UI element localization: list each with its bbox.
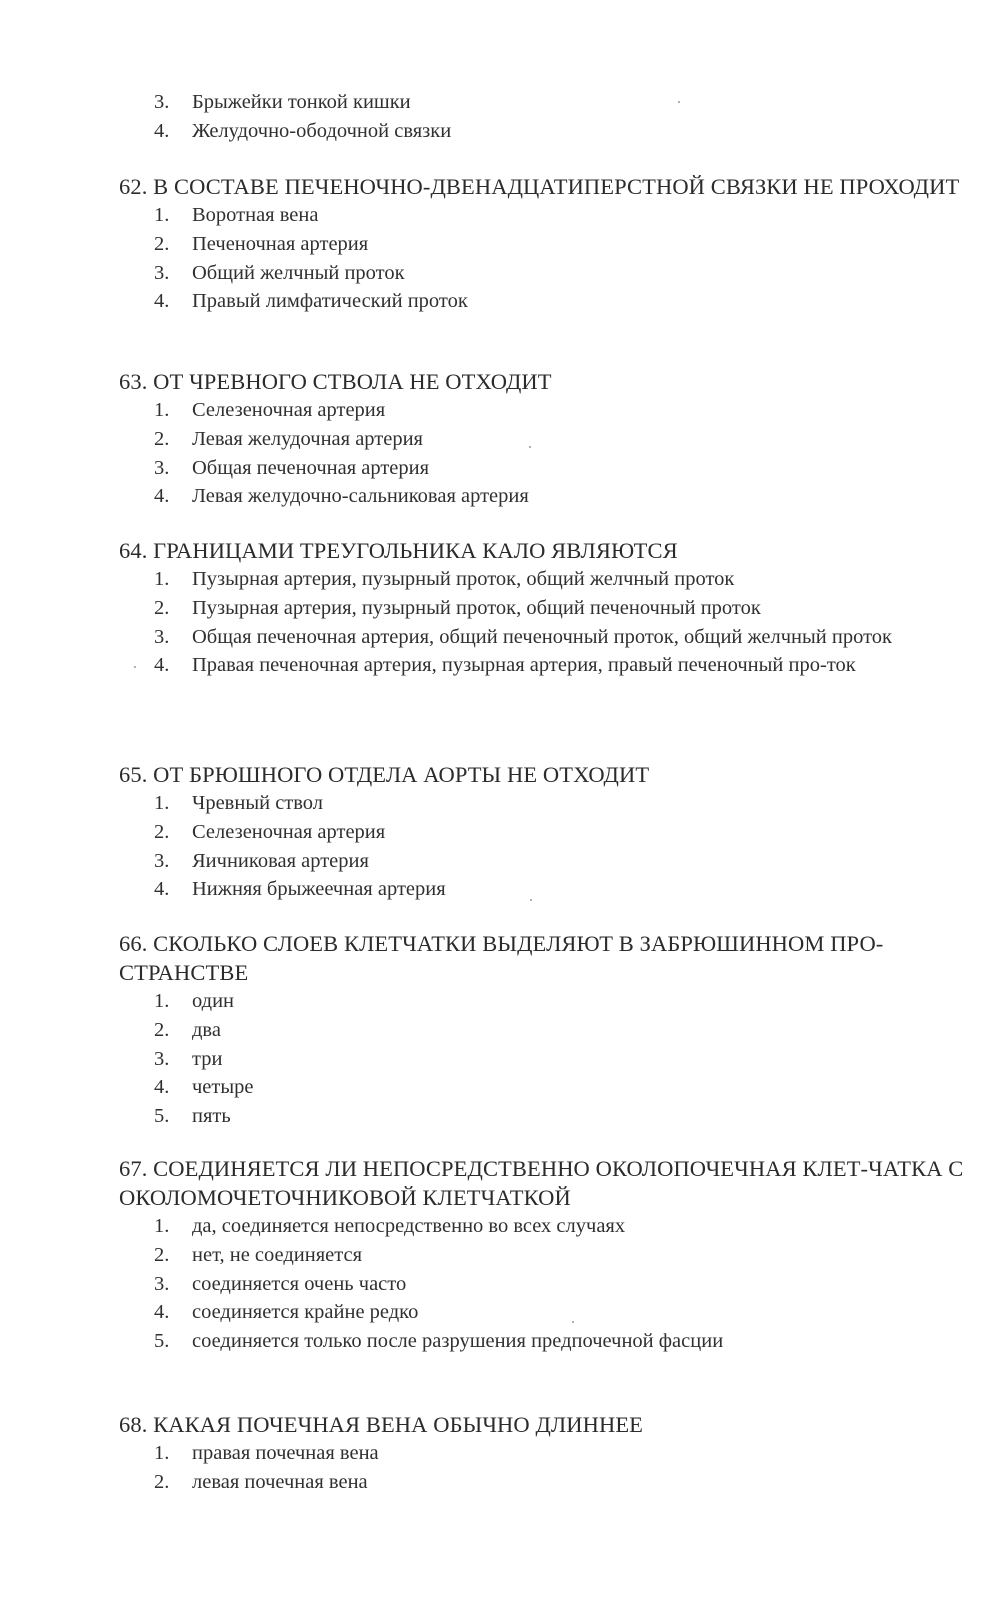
- scan-speck: [530, 899, 532, 901]
- question-67: [0, 1154, 995, 1356]
- option-number: 2.: [154, 1243, 170, 1266]
- question-64: [0, 536, 995, 680]
- option-number: 1.: [154, 204, 170, 226]
- option-text: нет, не соединяется: [192, 1243, 362, 1266]
- question-68: [0, 1410, 995, 1497]
- option-text: соединяется только после разрушения предпочечной фасции: [192, 1330, 724, 1353]
- option-list: [0, 1439, 995, 1497]
- option-number: 1.: [154, 399, 170, 421]
- option-number: 2.: [154, 1018, 170, 1041]
- option-item: [0, 230, 972, 259]
- scan-speck: [529, 446, 531, 448]
- scan-speck: [678, 101, 680, 103]
- option-text: четыре: [192, 1076, 254, 1099]
- question-title: 67. СОЕДИНЯЕТСЯ ЛИ НЕПОСРЕДСТВЕННО ОКОЛОПОЧЕЧНАЯ КЛЕТ-ЧАТКА С ОКОЛОМОЧЕТОЧНИКОВОЙ КЛЕТЧАТКОЙ: [119, 1156, 964, 1210]
- option-number: 4.: [154, 290, 170, 313]
- question-title: 64. ГРАНИЦАМИ ТРЕУГОЛЬНИКА КАЛО ЯВЛЯЮТСЯ: [119, 538, 678, 563]
- scan-speck: [572, 1321, 574, 1323]
- option-text: Селезеночная артерия: [192, 399, 386, 421]
- option-text: Правый лимфатический проток: [192, 290, 468, 313]
- option-item: [0, 1045, 972, 1074]
- option-item: [0, 482, 972, 511]
- option-text: Общая печеночная артерия, общий печеночный проток, общий желчный проток: [192, 625, 892, 648]
- option-item: [0, 1298, 972, 1327]
- option-text: три: [192, 1047, 223, 1070]
- question-title: 62. В СОСТАВЕ ПЕЧЕНОЧНО-ДВЕНАДЦАТИПЕРСТНОЙ СВЯЗКИ НЕ ПРОХОДИТ: [119, 174, 960, 199]
- option-number: 3.: [154, 91, 170, 113]
- option-item: [0, 987, 972, 1016]
- option-number: 4.: [154, 485, 170, 508]
- option-number: 2.: [154, 232, 170, 255]
- option-number: 5.: [154, 1105, 170, 1128]
- option-text: Общая печеночная артерия: [192, 456, 430, 479]
- option-item: [0, 1270, 972, 1299]
- question-title: 66. СКОЛЬКО СЛОЕВ КЛЕТЧАТКИ ВЫДЕЛЯЮТ В ЗАБРЮШИННОМ ПРО-СТРАНСТВЕ: [119, 931, 884, 985]
- option-item: [0, 201, 972, 230]
- option-item: [0, 1212, 972, 1241]
- option-number: 1.: [154, 792, 170, 814]
- option-text: Левая желудочная артерия: [192, 427, 423, 450]
- question-title: 65. ОТ БРЮШНОГО ОТДЕЛА АОРТЫ НЕ ОТХОДИТ: [119, 762, 650, 787]
- option-text: соединяется очень часто: [192, 1272, 407, 1295]
- option-number: 3.: [154, 625, 170, 648]
- option-list: [0, 789, 995, 904]
- option-number: 4.: [154, 654, 170, 677]
- option-item: [0, 1327, 972, 1356]
- option-text: Пузырная артерия, пузырный проток, общий печеночный проток: [192, 596, 761, 619]
- option-text: Левая желудочно-сальниковая артерия: [192, 485, 529, 508]
- option-text: соединяется крайне редко: [192, 1301, 419, 1324]
- option-item: [0, 875, 972, 904]
- option-text: левая почечная вена: [192, 1470, 368, 1493]
- question-65: [0, 760, 995, 904]
- question-66: [0, 929, 995, 1131]
- option-text: Нижняя брыжеечная артерия: [192, 878, 446, 901]
- scan-speck: [134, 666, 136, 668]
- option-number: 5.: [154, 1330, 170, 1353]
- option-text: Чревный ствол: [192, 792, 323, 814]
- option-number: 2.: [154, 1470, 170, 1493]
- question-63: [0, 367, 995, 511]
- option-item: [0, 88, 972, 117]
- option-item: [0, 117, 972, 146]
- option-text: Брыжейки тонкой кишки: [192, 91, 411, 113]
- option-text: один: [192, 990, 235, 1012]
- option-text: пять: [192, 1105, 231, 1128]
- option-text: Воротная вена: [192, 204, 319, 226]
- option-item: [0, 425, 972, 454]
- option-item: [0, 651, 972, 680]
- option-number: 2.: [154, 427, 170, 450]
- option-item: [0, 287, 972, 316]
- option-text: Правая печеночная артерия, пузырная артерия, правый печеночный про-ток: [192, 654, 856, 677]
- option-number: 1.: [154, 990, 170, 1012]
- option-list: [0, 396, 995, 511]
- question-61-continuation: [0, 88, 995, 146]
- option-list: [0, 565, 995, 680]
- option-number: 4.: [154, 878, 170, 901]
- option-text: Печеночная артерия: [192, 232, 369, 255]
- option-item: [0, 594, 972, 623]
- option-item: [0, 847, 972, 876]
- option-text: правая почечная вена: [192, 1442, 379, 1464]
- option-text: Селезеночная артерия: [192, 820, 386, 843]
- option-list: [0, 987, 995, 1131]
- option-number: 4.: [154, 1076, 170, 1099]
- option-text: Яичниковая артерия: [192, 849, 369, 872]
- option-list: [0, 1212, 995, 1356]
- option-list: [0, 201, 995, 316]
- option-number: 2.: [154, 820, 170, 843]
- option-number: 4.: [154, 1301, 170, 1324]
- option-number: 1.: [154, 568, 170, 590]
- option-item: [0, 1102, 972, 1131]
- option-item: [0, 818, 972, 847]
- option-item: [0, 259, 972, 288]
- option-item: [0, 1016, 972, 1045]
- option-item: [0, 623, 972, 652]
- option-item: [0, 1468, 972, 1497]
- option-text: да, соединяется непосредственно во всех случаях: [192, 1215, 626, 1237]
- option-text: два: [192, 1018, 221, 1041]
- question-title: 63. ОТ ЧРЕВНОГО СТВОЛА НЕ ОТХОДИТ: [119, 369, 552, 394]
- option-number: 1.: [154, 1215, 170, 1237]
- option-number: 3.: [154, 456, 170, 479]
- option-number: 3.: [154, 1047, 170, 1070]
- option-item: [0, 565, 972, 594]
- option-item: [0, 1241, 972, 1270]
- option-item: [0, 1439, 972, 1468]
- option-text: Желудочно-ободочной связки: [192, 119, 452, 142]
- option-number: 3.: [154, 1272, 170, 1295]
- question-title: 68. КАКАЯ ПОЧЕЧНАЯ ВЕНА ОБЫЧНО ДЛИННЕЕ: [119, 1412, 644, 1437]
- option-number: 1.: [154, 1442, 170, 1464]
- option-text: Общий желчный проток: [192, 261, 405, 284]
- option-item: [0, 1073, 972, 1102]
- option-number: 3.: [154, 849, 170, 872]
- option-number: 2.: [154, 596, 170, 619]
- option-list: [0, 88, 995, 146]
- option-item: [0, 789, 972, 818]
- option-item: [0, 454, 972, 483]
- option-number: 4.: [154, 119, 170, 142]
- option-text: Пузырная артерия, пузырный проток, общий желчный проток: [192, 568, 735, 590]
- question-62: [0, 172, 995, 316]
- option-number: 3.: [154, 261, 170, 284]
- option-item: [0, 396, 972, 425]
